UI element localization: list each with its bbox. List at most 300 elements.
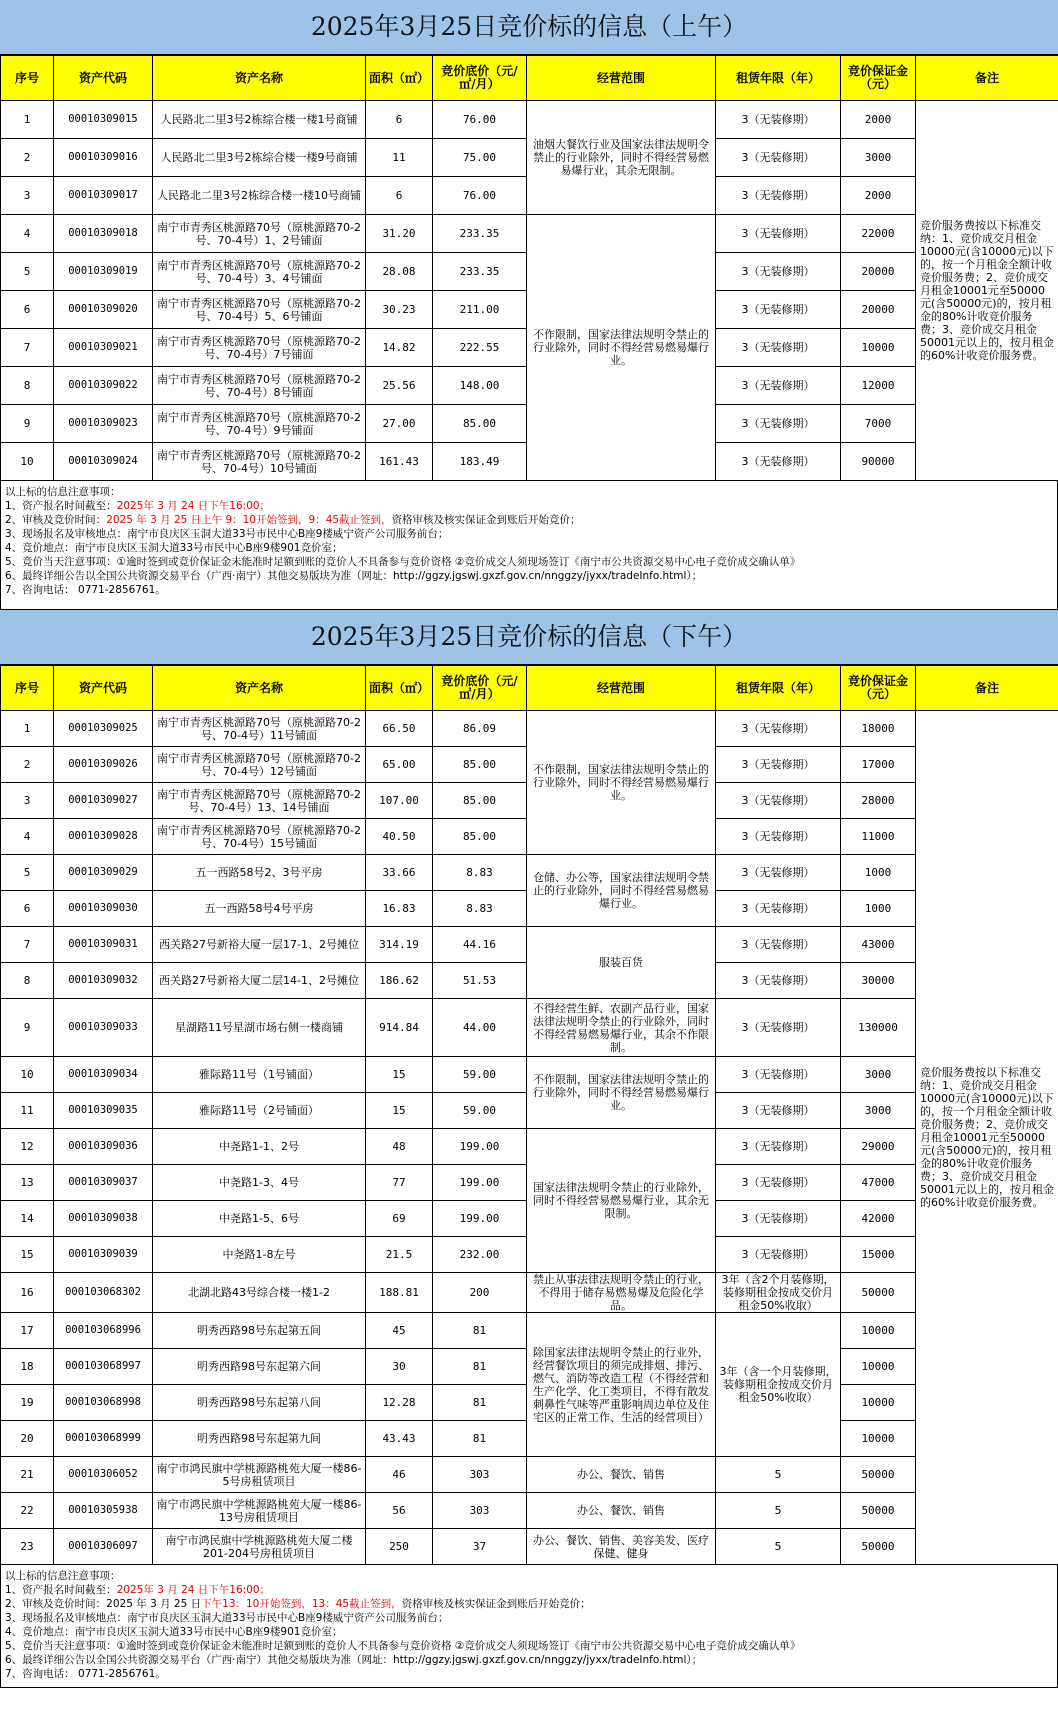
deposit: 29000 [841,1129,916,1165]
asset-name: 雅际路11号（1号铺面） [153,1057,366,1093]
area: 15 [366,1093,433,1129]
deposit: 10000 [841,1313,916,1349]
asset-code: 00010309017 [54,177,153,215]
reserve-price: 8.83 [433,891,527,927]
row-number: 3 [1,177,54,215]
asset-code: 00010309038 [54,1201,153,1237]
row-number: 13 [1,1165,54,1201]
deposit: 10000 [841,1385,916,1421]
asset-name: 南宁市青秀区桃源路70号（原桃源路70-2号、70-4号）12号铺面 [153,747,366,783]
asset-code: 00010309033 [54,999,153,1057]
reserve-price: 76.00 [433,101,527,139]
deposit: 50000 [841,1273,916,1313]
lease-term: 3年（含2个月装修期，装修期租金按成交价月租金50%收取） [716,1273,841,1313]
row-number: 1 [1,711,54,747]
deposit: 50000 [841,1493,916,1529]
lease-term: 5 [716,1457,841,1493]
deposit: 28000 [841,783,916,819]
reserve-price: 81 [433,1421,527,1457]
deposit: 11000 [841,819,916,855]
table-row [1,855,1058,891]
asset-name: 北湖北路43号综合楼一楼1-2 [153,1273,366,1313]
asset-name: 明秀西路98号东起第六间 [153,1349,366,1385]
lease-term: 3（无装修期） [716,927,841,963]
table-row [1,927,1058,963]
asset-name: 南宁市鸿民旗中学桃源路桃苑大厦二楼201-204号房租赁项目 [153,1529,366,1565]
deposit: 22000 [841,215,916,253]
lease-term: 3（无装修期） [716,101,841,139]
asset-code: 00010309027 [54,783,153,819]
row-number: 9 [1,405,54,443]
col-header: 竞价保证金（元） [841,56,916,101]
area: 65.00 [366,747,433,783]
table-row [1,999,1058,1057]
col-header: 资产代码 [54,56,153,101]
asset-code: 000103068999 [54,1421,153,1457]
reserve-price: 8.83 [433,855,527,891]
asset-name: 五一西路58号2、3号平房 [153,855,366,891]
table-row [1,711,1058,747]
asset-code: 00010309034 [54,1057,153,1093]
col-header: 资产名称 [153,666,366,711]
reserve-price: 85.00 [433,747,527,783]
note-text: 3、现场报名及审核地点：南宁市良庆区玉洞大道33号市民中心B座9楼威宁资产公司服务前台； [5,1612,449,1624]
asset-name: 星湖路11号星湖市场右侧一楼商铺 [153,999,366,1057]
row-number: 10 [1,443,54,481]
col-header: 竞价底价（元/㎡/月） [433,56,527,101]
reserve-price: 232.00 [433,1237,527,1273]
note-text: 5、竞价当天注意事项：①逾时签到或竞价保证金未能准时足额到账的竞价人不具备参与竞价资格 ②竞价成交人须现场签订《南宁市公共资源交易中心电子竞价成交确认单》 [5,1640,801,1652]
asset-name: 南宁市鸿民旗中学桃源路桃苑大厦一楼86-5号房租赁项目 [153,1457,366,1493]
asset-name: 明秀西路98号东起第八间 [153,1385,366,1421]
row-number: 17 [1,1313,54,1349]
deposit: 1000 [841,855,916,891]
note-text: 5、竞价当天注意事项：①逾时签到或竞价保证金未能准时足额到账的竞价人不具备参与竞价资格 ②竞价成交人须现场签订《南宁市公共资源交易中心电子竞价成交确认单》 [5,556,801,568]
note-line [5,1625,1053,1639]
area: 43.43 [366,1421,433,1457]
asset-name: 五一西路58号4号平房 [153,891,366,927]
row-number: 21 [1,1457,54,1493]
table-row [1,1529,1058,1565]
lease-term: 3（无装修期） [716,1057,841,1093]
asset-code: 00010309016 [54,139,153,177]
note-line [5,513,1053,527]
row-number: 11 [1,1093,54,1129]
asset-name: 南宁市青秀区桃源路70号（原桃源路70-2号、70-4号）7号铺面 [153,329,366,367]
lease-term: 3（无装修期） [716,329,841,367]
auction-table-morning [0,55,1058,481]
row-number: 20 [1,1421,54,1457]
area: 45 [366,1313,433,1349]
business-scope: 办公、餐饮、销售、美容美发、医疗保健、健身 [527,1529,716,1565]
asset-name: 雅际路11号（2号铺面） [153,1093,366,1129]
reserve-price: 303 [433,1493,527,1529]
col-header: 租赁年限（年） [716,56,841,101]
deposit: 2000 [841,101,916,139]
deposit: 90000 [841,443,916,481]
reserve-price: 233.35 [433,253,527,291]
col-header: 资产名称 [153,56,366,101]
asset-code: 00010309032 [54,963,153,999]
area: 56 [366,1493,433,1529]
note-text: 7、咨询电话： 0771-2856761。 [5,584,166,596]
asset-code: 00010309021 [54,329,153,367]
asset-code: 000103068998 [54,1385,153,1421]
asset-code: 000103068302 [54,1273,153,1313]
col-header: 经营范围 [527,56,716,101]
row-number: 18 [1,1349,54,1385]
row-number: 19 [1,1385,54,1421]
deposit: 3000 [841,1093,916,1129]
asset-code: 00010306052 [54,1457,153,1493]
note-text: 3、现场报名及审核地点：南宁市良庆区玉洞大道33号市民中心B座9楼威宁资产公司服务前台； [5,528,449,540]
note-highlight: 2025 年 3 月 25 日上午 9：10开始签到，9：45截止签到， [106,514,392,526]
reserve-price: 81 [433,1385,527,1421]
table-row [1,215,1058,253]
asset-code: 00010309039 [54,1237,153,1273]
area: 914.84 [366,999,433,1057]
section-title-morning: 2025年3月25日竞价标的信息（上午） [0,0,1058,55]
lease-term: 5 [716,1529,841,1565]
note-line [5,1639,1053,1653]
asset-name: 人民路北二里3号2栋综合楼一楼9号商铺 [153,139,366,177]
deposit: 43000 [841,927,916,963]
note-text: 6、最终详细公告以全国公共资源交易平台（广西·南宁）其他交易版块为准（网址：http://ggzy.jgswj.gxzf.gov.cn/nnggzy/jyxx/tradeInfo.html）； [5,570,703,582]
area: 188.81 [366,1273,433,1313]
deposit: 12000 [841,367,916,405]
note-line [5,1667,1053,1681]
area: 250 [366,1529,433,1565]
deposit: 7000 [841,405,916,443]
reserve-price: 81 [433,1313,527,1349]
deposit: 20000 [841,253,916,291]
row-number: 3 [1,783,54,819]
area: 66.50 [366,711,433,747]
area: 186.62 [366,963,433,999]
business-scope: 不作限制，国家法律法规明令禁止的行业除外，同时不得经营易燃易爆行业。 [527,1057,716,1129]
row-number: 9 [1,999,54,1057]
col-header: 面积（㎡） [366,56,433,101]
deposit: 3000 [841,1057,916,1093]
col-header: 经营范围 [527,666,716,711]
area: 6 [366,101,433,139]
asset-name: 明秀西路98号东起第九间 [153,1421,366,1457]
col-header: 租赁年限（年） [716,666,841,711]
lease-term: 3（无装修期） [716,711,841,747]
lease-term: 3（无装修期） [716,1201,841,1237]
area: 6 [366,177,433,215]
asset-name: 南宁市青秀区桃源路70号（原桃源路70-2号、70-4号）13、14号铺面 [153,783,366,819]
asset-code: 00010309026 [54,747,153,783]
lease-term: 3（无装修期） [716,253,841,291]
asset-code: 00010309022 [54,367,153,405]
note-highlight: 2025年 3 月 24 日下午16:00； [116,1584,271,1596]
area: 21.5 [366,1237,433,1273]
area: 314.19 [366,927,433,963]
row-number: 15 [1,1237,54,1273]
business-scope: 仓储、办公等，国家法律法规明令禁止的行业除外，同时不得经营易燃易爆行业。 [527,855,716,927]
business-scope: 不得经营生鲜、农副产品行业，国家法律法规明令禁止的行业除外，同时不得经营易燃易爆行业，其余不作限制。 [527,999,716,1057]
notes-afternoon [0,1565,1058,1688]
notes-intro: 以上标的信息注意事项： [5,486,121,498]
business-scope: 油烟大餐饮行业及国家法律法规明令禁止的行业除外，同时不得经营易燃易爆行业，其余无限制。 [527,101,716,215]
lease-term: 3（无装修期） [716,443,841,481]
lease-term: 3（无装修期） [716,215,841,253]
reserve-price: 85.00 [433,819,527,855]
deposit: 18000 [841,711,916,747]
col-header: 竞价保证金（元） [841,666,916,711]
reserve-price: 81 [433,1349,527,1385]
asset-name: 人民路北二里3号2栋综合楼一楼1号商铺 [153,101,366,139]
note-text: 资格审核及核实保证金到账后开始竞价； [401,1598,591,1610]
deposit: 20000 [841,291,916,329]
asset-code: 00010309028 [54,819,153,855]
reserve-price: 85.00 [433,783,527,819]
table-row [1,1129,1058,1165]
area: 27.00 [366,405,433,443]
lease-term: 3（无装修期） [716,1093,841,1129]
header-row [1,56,1058,101]
asset-code: 00010309030 [54,891,153,927]
business-scope: 除国家法律法规明令禁止的行业外，经营餐饮项目的须完成排烟、排污、燃气、消防等改造工程（不得经营和生产化学、化工类项目，不得有散发刺鼻性气味等严重影响周边单位及住宅区的正常工作、生活的经营项目） [527,1313,716,1457]
lease-term: 3（无装修期） [716,177,841,215]
row-number: 5 [1,855,54,891]
asset-name: 中尧路1-8左号 [153,1237,366,1273]
reserve-price: 44.16 [433,927,527,963]
reserve-price: 211.00 [433,291,527,329]
reserve-price: 86.09 [433,711,527,747]
remark: 竞价服务费按以下标准交纳：1、竞价成交月租金10000元(含10000元)以下的，按一个月租金全额计收竞价服务费；2、竞价成交月租金10001元至50000元(含50000元)的，按月租金的80%计收竞价服务费；3、竞价成交月租金50001元以上的，按月租金的60%计收竞价服务费。 [916,101,1058,481]
row-number: 7 [1,927,54,963]
area: 15 [366,1057,433,1093]
note-text: 1、资产报名时间截至： [5,500,117,512]
row-number: 8 [1,367,54,405]
row-number: 6 [1,291,54,329]
lease-term: 3（无装修期） [716,1237,841,1273]
row-number: 22 [1,1493,54,1529]
reserve-price: 222.55 [433,329,527,367]
asset-code: 00010305938 [54,1493,153,1529]
asset-code: 00010309019 [54,253,153,291]
lease-term: 3（无装修期） [716,367,841,405]
row-number: 23 [1,1529,54,1565]
reserve-price: 59.00 [433,1093,527,1129]
area: 11 [366,139,433,177]
deposit: 2000 [841,177,916,215]
area: 30.23 [366,291,433,329]
asset-name: 中尧路1-3、4号 [153,1165,366,1201]
table-row [1,1457,1058,1493]
deposit: 15000 [841,1237,916,1273]
lease-term: 5 [716,1493,841,1529]
area: 161.43 [366,443,433,481]
notes-morning [0,481,1058,609]
reserve-price: 148.00 [433,367,527,405]
area: 46 [366,1457,433,1493]
note-line [5,555,1053,569]
business-scope: 禁止从事法律法规明令禁止的行业，不得用于储存易燃易爆及危险化学品。 [527,1273,716,1313]
reserve-price: 303 [433,1457,527,1493]
section-title-afternoon: 2025年3月25日竞价标的信息（下午） [0,609,1058,665]
area: 48 [366,1129,433,1165]
note-text: 2、审核及竞价时间： [5,514,107,526]
reserve-price: 199.00 [433,1201,527,1237]
lease-term: 3（无装修期） [716,819,841,855]
business-scope: 国家法律法规明令禁止的行业除外，同时不得经营易燃易爆行业，其余无限制。 [527,1129,716,1273]
deposit: 42000 [841,1201,916,1237]
lease-term: 3年（含一个月装修期，装修期租金按成交价月租金50%收取） [716,1313,841,1457]
asset-code: 00010306097 [54,1529,153,1565]
note-line [5,569,1053,583]
area: 107.00 [366,783,433,819]
lease-term: 3（无装修期） [716,747,841,783]
asset-name: 南宁市青秀区桃源路70号（原桃源路70-2号、70-4号）10号铺面 [153,443,366,481]
table-row [1,1313,1058,1349]
asset-code: 00010309035 [54,1093,153,1129]
lease-term: 3（无装修期） [716,999,841,1057]
asset-code: 00010309024 [54,443,153,481]
business-scope: 办公、餐饮、销售 [527,1493,716,1529]
note-line [5,1611,1053,1625]
area: 33.66 [366,855,433,891]
row-number: 14 [1,1201,54,1237]
row-number: 5 [1,253,54,291]
lease-term: 3（无装修期） [716,963,841,999]
table-row [1,1493,1058,1529]
row-number: 7 [1,329,54,367]
reserve-price: 183.49 [433,443,527,481]
note-line [5,541,1053,555]
business-scope: 不作限制，国家法律法规明令禁止的行业除外，同时不得经营易燃易爆行业。 [527,215,716,481]
reserve-price: 37 [433,1529,527,1565]
asset-code: 000103068996 [54,1313,153,1349]
deposit: 47000 [841,1165,916,1201]
lease-term: 3（无装修期） [716,891,841,927]
deposit: 10000 [841,1349,916,1385]
deposit: 30000 [841,963,916,999]
area: 16.83 [366,891,433,927]
col-header: 面积（㎡） [366,666,433,711]
business-scope: 服装百货 [527,927,716,999]
note-highlight: 下午13：10开始签到，13：45截止签到， [201,1598,402,1610]
note-line [5,499,1053,513]
note-text: 4、竞价地点：南宁市良庆区玉洞大道33号市民中心B座9楼901竞价室； [5,542,343,554]
reserve-price: 59.00 [433,1057,527,1093]
note-text: 6、最终详细公告以全国公共资源交易平台（广西·南宁）其他交易版块为准（网址：http://ggzy.jgswj.gxzf.gov.cn/nnggzy/jyxx/tradeInfo.html）； [5,1654,703,1666]
asset-code: 000103068997 [54,1349,153,1385]
row-number: 16 [1,1273,54,1313]
lease-term: 3（无装修期） [716,855,841,891]
col-header: 序号 [1,56,54,101]
reserve-price: 76.00 [433,177,527,215]
asset-name: 南宁市鸿民旗中学桃源路桃苑大厦一楼86-13号房租赁项目 [153,1493,366,1529]
asset-code: 00010309031 [54,927,153,963]
area: 12.28 [366,1385,433,1421]
asset-code: 00010309025 [54,711,153,747]
business-scope: 办公、餐饮、销售 [527,1457,716,1493]
deposit: 130000 [841,999,916,1057]
deposit: 50000 [841,1457,916,1493]
area: 25.56 [366,367,433,405]
deposit: 17000 [841,747,916,783]
note-line [5,1597,1053,1611]
lease-term: 3（无装修期） [716,291,841,329]
asset-name: 南宁市青秀区桃源路70号（原桃源路70-2号、70-4号）9号铺面 [153,405,366,443]
col-header: 备注 [916,56,1058,101]
col-header: 序号 [1,666,54,711]
deposit: 10000 [841,329,916,367]
note-line [5,1583,1053,1597]
deposit: 50000 [841,1529,916,1565]
asset-name: 中尧路1-1、2号 [153,1129,366,1165]
area: 69 [366,1201,433,1237]
col-header: 竞价底价（元/㎡/月） [433,666,527,711]
row-number: 1 [1,101,54,139]
area: 77 [366,1165,433,1201]
note-line [5,527,1053,541]
col-header: 备注 [916,666,1058,711]
note-text: 1、资产报名时间截至： [5,1584,117,1596]
asset-code: 00010309020 [54,291,153,329]
row-number: 4 [1,215,54,253]
area: 30 [366,1349,433,1385]
asset-code: 00010309015 [54,101,153,139]
row-number: 8 [1,963,54,999]
deposit: 3000 [841,139,916,177]
asset-name: 南宁市青秀区桃源路70号（原桃源路70-2号、70-4号）11号铺面 [153,711,366,747]
reserve-price: 44.00 [433,999,527,1057]
row-number: 4 [1,819,54,855]
asset-code: 00010309023 [54,405,153,443]
row-number: 12 [1,1129,54,1165]
area: 14.82 [366,329,433,367]
business-scope: 不作限制，国家法律法规明令禁止的行业除外，同时不得经营易燃易爆行业。 [527,711,716,855]
table-row [1,101,1058,139]
asset-name: 西关路27号新裕大厦一层17-1、2号摊位 [153,927,366,963]
asset-name: 明秀西路98号东起第五间 [153,1313,366,1349]
asset-name: 南宁市青秀区桃源路70号（原桃源路70-2号、70-4号）8号铺面 [153,367,366,405]
asset-code: 00010309036 [54,1129,153,1165]
lease-term: 3（无装修期） [716,1165,841,1201]
note-text: 2、审核及竞价时间：2025 年 3 月 25 日 [5,1598,202,1610]
area: 31.20 [366,215,433,253]
row-number: 6 [1,891,54,927]
area: 40.50 [366,819,433,855]
asset-code: 00010309037 [54,1165,153,1201]
asset-name: 南宁市青秀区桃源路70号（原桃源路70-2号、70-4号）1、2号铺面 [153,215,366,253]
row-number: 2 [1,139,54,177]
reserve-price: 199.00 [433,1129,527,1165]
reserve-price: 199.00 [433,1165,527,1201]
asset-name: 中尧路1-5、6号 [153,1201,366,1237]
auction-table-afternoon [0,665,1058,1565]
note-text: 资格审核及核实保证金到账后开始竞价； [391,514,581,526]
notes-intro: 以上标的信息注意事项： [5,1570,121,1582]
asset-code: 00010309029 [54,855,153,891]
deposit: 1000 [841,891,916,927]
area: 28.08 [366,253,433,291]
lease-term: 3（无装修期） [716,405,841,443]
table-row [1,1273,1058,1313]
note-line [5,1653,1053,1667]
lease-term: 3（无装修期） [716,139,841,177]
note-text: 4、竞价地点：南宁市良庆区玉洞大道33号市民中心B座9楼901竞价室； [5,1626,343,1638]
reserve-price: 233.35 [433,215,527,253]
remark: 竞价服务费按以下标准交纳：1、竞价成交月租金10000元(含10000元)以下的，按一个月租金全额计收竞价服务费；2、竞价成交月租金10001元至50000元(含50000元)的，按月租金的80%计收竞价服务费；3、竞价成交月租金50001元以上的，按月租金的60%计收竞价服务费。 [916,711,1058,1565]
asset-name: 南宁市青秀区桃源路70号（原桃源路70-2号、70-4号）3、4号铺面 [153,253,366,291]
lease-term: 3（无装修期） [716,1129,841,1165]
asset-name: 南宁市青秀区桃源路70号（原桃源路70-2号、70-4号）5、6号铺面 [153,291,366,329]
